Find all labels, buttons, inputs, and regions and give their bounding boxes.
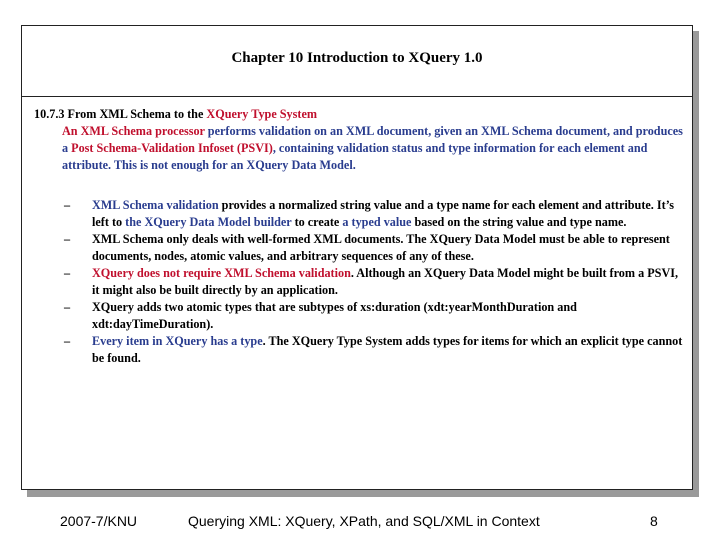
bullet-term: a typed value: [342, 215, 412, 229]
bullet-text: . Although an XQuery Data Model might be built from a PSVI, it might also be built directly by an application.: [92, 266, 679, 297]
bullet-text: based on the string value and type name.: [414, 215, 627, 229]
slide-content: [34, 106, 684, 367]
bullet-term: XQuery does not require XML Schema validation: [92, 266, 351, 280]
section-heading-text: From XML Schema to the: [67, 107, 204, 121]
bullet-text: . The XQuery Type System adds types for items for which an explicit type cannot be found.: [92, 334, 683, 365]
slide-frame: [21, 25, 693, 490]
bullet-dash: –: [64, 266, 71, 280]
intro-text-validation: performs validation on an XML document, given an XML Schema document, and produces a: [62, 124, 683, 155]
intro-paragraph: [62, 123, 684, 174]
page-number: 8: [650, 513, 658, 529]
bullet-term: the XQuery Data Model builder: [125, 215, 292, 229]
intro-term-processor: An XML Schema processor: [62, 124, 205, 138]
bullet-term: XML Schema validation: [92, 198, 219, 212]
intro-text-tail: , containing validation status and type information for each element and attribute. This is not enough for an XQuery Data Model.: [62, 141, 648, 172]
bullet-text: to create: [294, 215, 340, 229]
bullet-dash: –: [64, 198, 71, 212]
bullet-text: provides a normalized string value and a type name for each element and attribute. It’s left to: [92, 198, 675, 229]
bullet-item: [34, 299, 684, 333]
title-band: [22, 26, 692, 97]
bullet-item: [34, 231, 684, 265]
bullet-term: Every item in XQuery has a type: [92, 334, 263, 348]
section-heading-highlight: XQuery Type System: [206, 107, 318, 121]
bullet-text: XQuery adds two atomic types that are subtypes of xs:duration (xdt:yearMonthDuration and xdt:dayTimeDuration).: [92, 300, 577, 331]
bullet-dash: –: [64, 300, 71, 314]
bullet-list: [34, 197, 684, 367]
bullet-dash: –: [64, 334, 71, 348]
bullet-item: [34, 197, 684, 231]
footer-title: Querying XML: XQuery, XPath, and SQL/XML in Context: [188, 513, 540, 529]
footer-date: 2007-7/KNU: [60, 513, 138, 529]
section-number: 10.7.3: [34, 107, 65, 121]
section-heading: [34, 106, 684, 123]
bullet-item: [34, 265, 684, 299]
bullet-text: XML Schema only deals with well-formed XML documents. The XQuery Data Model must be able to represent documents, nodes, atomic values, and arbitrary sequences of any of these.: [92, 232, 670, 263]
bullet-dash: –: [64, 232, 71, 246]
chapter-title: Chapter 10 Introduction to XQuery 1.0: [231, 50, 483, 66]
intro-term-psvi: Post Schema-Validation Infoset (PSVI): [71, 141, 273, 155]
bullet-item: [34, 333, 684, 367]
